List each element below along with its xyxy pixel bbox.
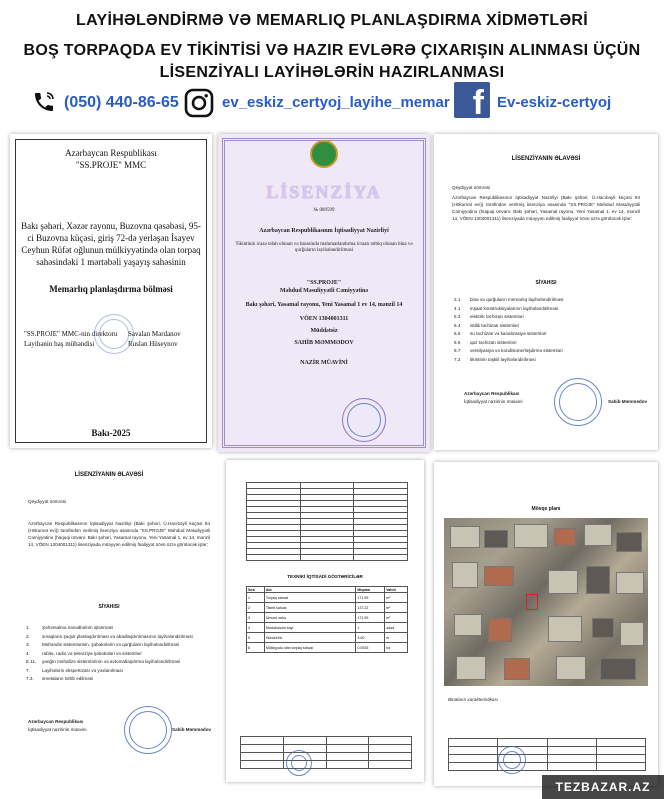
table-row: 4 Mərtəbələrin sayı 1 ədəd — [247, 623, 408, 633]
contact-bar — [0, 88, 664, 120]
list-item: 6.6 qaz təchizatı sistemləri — [454, 339, 517, 345]
table-row: 3 Ümumi sahə 171.99 m² — [247, 613, 408, 623]
doc-license-annex-1 — [434, 134, 658, 450]
header-line-1: LAYİHƏLƏNDİRMƏ VƏ MEMARLIQ PLANLAŞDIRMA XİDMƏTLƏRİ — [76, 12, 588, 29]
doc1-sig-left1: "SS.PROJE" MMC-nin direktoru — [24, 330, 118, 338]
facebook-page[interactable]: Ev-eskiz-certyoj — [497, 94, 612, 111]
stamp — [554, 378, 602, 426]
phone-number[interactable]: (050) 440-86-65 — [64, 94, 179, 111]
annex2-footer1: Azərbaycan Respublikası — [28, 719, 84, 724]
aerial-photo — [444, 518, 648, 686]
annex2-list — [26, 624, 212, 684]
table-row: 5 Hündürlük 3.00 m — [247, 633, 408, 643]
doc-site-plan — [434, 462, 658, 786]
header-line-2: BOŞ TORPAQDA EV TİKİNTİSİ VƏ HAZIR EVLƏRƏ ÇIXARIŞIN ALINMASI ÜÇÜN — [23, 42, 641, 59]
annex1-title: LİSENZİYANIN ƏLAVƏSİ — [511, 156, 581, 162]
instagram-icon — [184, 88, 214, 118]
license-company: "SS.PROJE" — [306, 280, 342, 286]
license-org: Azərbaycan Respublikasının İqtisadiyyat Nazirliyi — [259, 228, 389, 234]
annex2-issued-label: Qeydiyyat nömrəsi — [28, 499, 67, 504]
azerbaijan-emblem-icon — [310, 140, 338, 168]
list-item: 3. Mühəndis sistemlərinin, şəbəkələrin və qurğuların layihələndirilməsi — [26, 642, 180, 647]
list-item: 2. sınaqların şəquli planlaşdırılması və abadlaşdırılmasının layihələndirilməsi — [26, 633, 193, 639]
license-term: Müddətsiz — [310, 328, 338, 334]
table-row: 2 Tikinti sahəsi 137.22 m² — [247, 603, 408, 613]
drawing-index-table — [246, 482, 408, 561]
doc1-sig-right1: Savalan Mərdanov — [128, 330, 181, 338]
annex1-issued-label: Qeydiyyat nömrəsi — [452, 185, 491, 190]
list-item: 6.4 istilik təchizatı sistemləri — [454, 322, 520, 328]
annex1-list-title: SİYAHISI — [535, 280, 557, 286]
tech-table-title: TEXNİKİ İQTİSADİ GÖSTƏRİCİLƏR — [287, 574, 363, 579]
doc-technical-page — [226, 460, 424, 782]
list-item: 2.1 bina və qurğuların memarlıq layihələndirilməsi — [454, 297, 564, 302]
license-voen: VÖEN 1304001311 — [299, 316, 349, 322]
license-company-sub: Məhdud Məsuliyyətli Cəmiyyətinə — [280, 288, 368, 294]
license-name: SAHİB MƏMMƏDOV — [294, 340, 354, 346]
doc1-year: Bakı-2025 — [91, 428, 131, 438]
annex1-signer: Sahib Məmmədov — [608, 399, 648, 404]
list-item: 4. rabitə, radio və televiziya şəbəkələri və sistemləri — [26, 650, 142, 656]
list-item: 6.7 ventilyasiya və kondisionerləşdirmə sistemləri — [454, 348, 563, 353]
doc-license: LİSENZİYA № 089599 Azərbaycan Respublikasının İqtisadiyyat Nazirliyi Tikintinin icazə tələb olunan və barəsində məlumatlandırma icraatı tətbiq olunan bina və qurğuların layihələndirilməsi "SS.PROJE" Məhdud Məsuliyyətli Cəmiyyətinə Bakı şəhəri, Yasamal rayonu, Yeni Yasamal 1 ev 14, mənzil 14 VÖEN 1304001311 Müddətsiz SAHİB MƏMMƏDOV NAZİR MÜAVİNİ — [218, 134, 430, 452]
tech-table: Sıra Adı Miqdarı Vahid 1 Torpaq sahəsi 171.99 m² 2 Tikinti sahəsi 137.22 m² 3 Ümumi sahə 171.99 m² 4 Mərtəbələrin sayı 1 ədəd 5 Hündürlük 3.00 m 6 Mülkiyyətə olan torpaq sahəsi 0.0535 ha — [246, 586, 408, 653]
site-plan-caption: Binaların xarakteristikası — [448, 697, 499, 702]
stamp — [286, 750, 312, 776]
license-role: NAZİR MÜAVİNİ — [300, 360, 348, 366]
annex2-title: LİSENZİYANIN ƏLAVƏSİ — [74, 472, 144, 478]
list-item: E.11. yanğın mühafizə sistemlərinin və avtomatlaşdırma layihələndirilməsi — [26, 659, 181, 664]
site-plan-title: Mövqe planı — [531, 506, 561, 512]
doc1-section: Memarlıq planlaşdırma bölməsi — [49, 284, 173, 294]
annex2-signer: Sahib Məmmədov — [172, 727, 212, 732]
license-number: № 089599 — [313, 208, 335, 213]
site-title-block — [448, 738, 646, 771]
stamp — [342, 398, 386, 442]
doc1-org2: "SS.PROJE" MMC — [75, 160, 147, 170]
doc-license-annex-2 — [4, 458, 214, 786]
annex1-body: Azərbaycan Respublikasının İqtisadiyyat Nazirliyi (Bakı şəhəri, Ü.Hacıbəyli küçəsi 84 (Hökumət evi)) tərəfindən verilmiş lisenziya əsasında "SS.PROJE" Məhdud Məsuliyyətli Cəmiyyətinə (hüquqi ünvanı: Bakı şəhəri, Yasamal rayonu, Yeni Yasamal 1, ev 14, mənzil 14, VÖEN 1304001311) lisenziyada müəyyən edilmiş fəaliyyət növü üzrə görüləcək işlər: — [452, 195, 640, 221]
list-item: 7. Layihələrin ekspertizası və yoxlanılması — [26, 667, 123, 673]
doc1-org1: Azərbaycan Respublikası — [65, 148, 157, 158]
license-title: LİSENZİYA — [266, 182, 382, 202]
watermark: TEZBAZAR.AZ — [542, 775, 664, 799]
table-row: 1 Torpaq sahəsi 171.99 m² — [247, 593, 408, 603]
annex2-list-title: SİYAHISI — [98, 604, 120, 610]
doc1-address: Bakı şəhəri, Xəzər rayonu, Buzovna qəsəbəsi, 95-ci Buzovna küçəsi, giriş 72-də yerləşən İsayev Ceyhun Rüfət oğlunun mülkiyyətində olan torpaq sahəsindəki 1 mərtəbəli yaşayış sahəsinin — [21, 221, 201, 267]
doc1-sig-left2: Layihənin baş mühəndisi — [24, 340, 95, 348]
instagram-handle[interactable]: ev_eskiz_certyoj_layihe_memar — [222, 94, 450, 111]
list-item: 7.3. smetaların tərtib edilməsi — [26, 676, 94, 681]
annex2-body: Azərbaycan Respublikasının İqtisadiyyat Nazirliyi (Bakı şəhəri, Ü.Hacıbəyli küçəsi 84 (Hökumət evi)) tərəfindən verilmiş lisenziya əsasında "SS.PROJE" Məhdud Məsuliyyətli Cəmiyyətinə (hüquqi ünvanı: Bakı şəhəri, Yasamal rayonu, Yeni Yasamal 1, ev 14, mənzil 14, VÖEN 1304001311) lisenziyada müəyyən edilmiş fəaliyyət növü üzrə görüləcək işlər: — [28, 521, 210, 547]
stamp — [498, 746, 526, 774]
list-item: 1. Şəhərsalma sənədlərinin işlənməsi — [26, 625, 113, 630]
list-item: 6.3 elektrik təchizatı sistemləri — [454, 314, 524, 319]
facebook-icon: f — [454, 82, 490, 118]
stamp — [94, 314, 134, 354]
list-item: 7.2 tikintinin təşkili layihələndirilməsi — [454, 356, 536, 362]
doc1-sig-right2: Ruslan Hüseynov — [128, 340, 178, 348]
stamp — [124, 706, 172, 754]
license-address: Bakı şəhəri, Yasamal rayonu, Yeni Yasamal 1 ev 14, mənzil 14 — [245, 302, 403, 308]
annex1-footer2: İqtisadiyyat nazirinin müavini — [464, 399, 523, 404]
header-line-3: LİSENZİYALI LAYİHƏLƏRİN HAZIRLANMASI — [159, 64, 505, 81]
plot-marker — [526, 594, 538, 610]
annex1-footer1: Azərbaycan Respublikası — [464, 391, 520, 396]
annex2-footer2: İqtisadiyyat nazirinin müavini — [28, 727, 87, 732]
list-item: 6.5 su təchizatı və kanalizasiya sistemləri — [454, 331, 547, 336]
phone-icon — [32, 90, 56, 114]
doc-title-page — [10, 134, 212, 448]
title-block — [240, 736, 412, 769]
table-row: 6 Mülkiyyətə olan torpaq sahəsi 0.0535 ha — [247, 643, 408, 653]
list-item: 4.1 inşaat konstruksiyalarının layihələndirilməsi — [454, 305, 559, 311]
annex1-list — [454, 296, 644, 364]
